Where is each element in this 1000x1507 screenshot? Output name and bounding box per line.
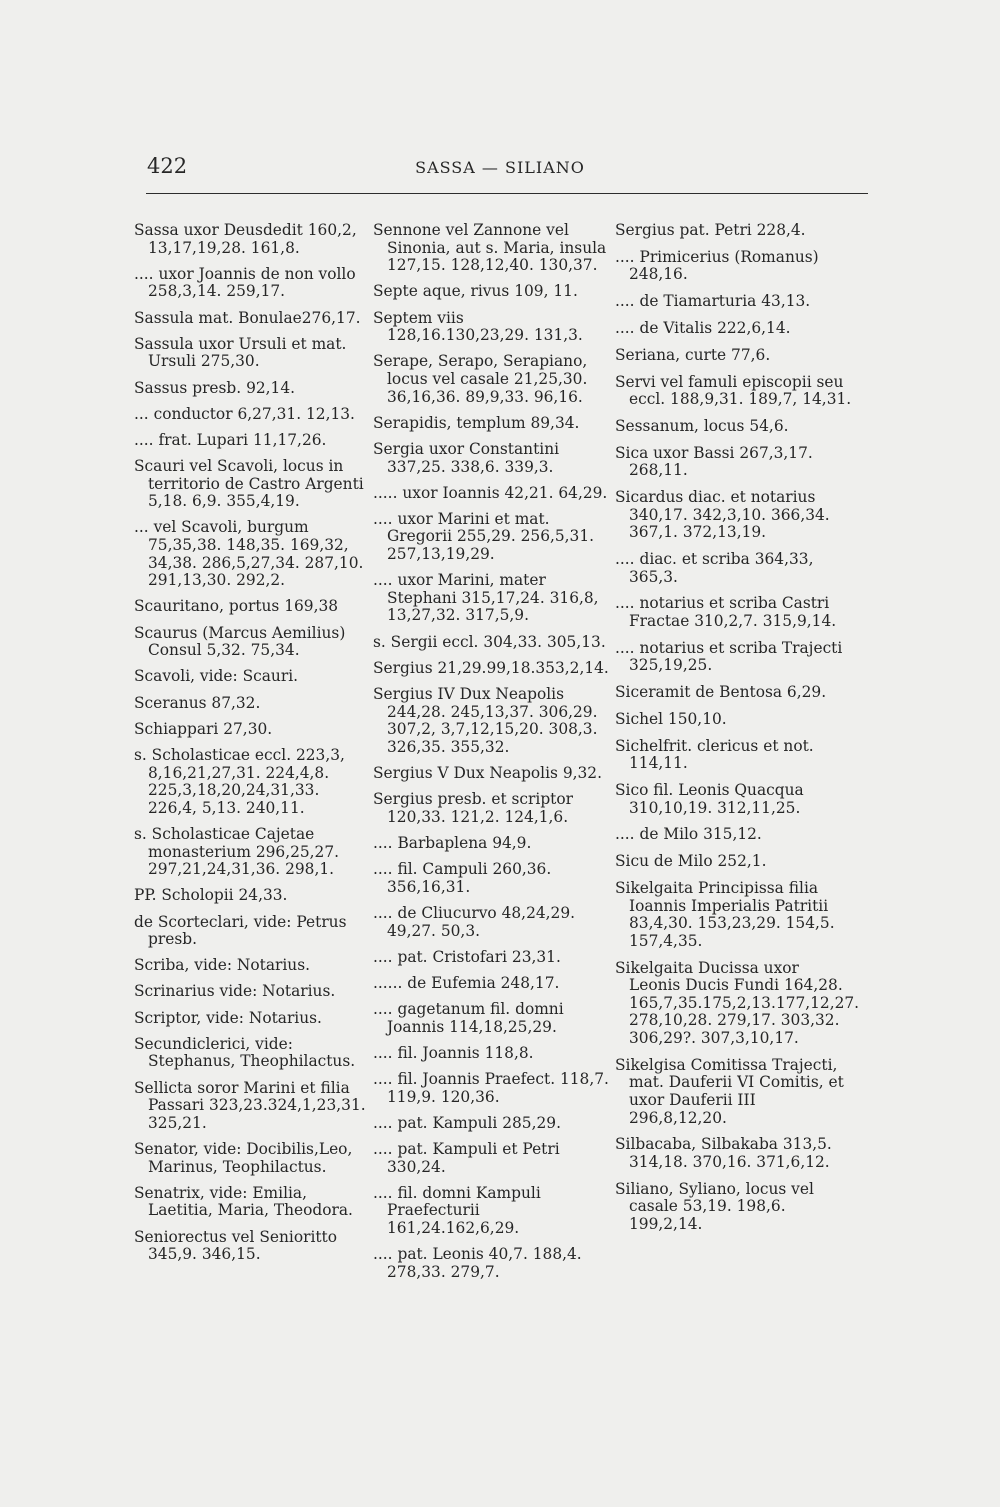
index-entry: Sicu de Milo 252,1.	[615, 852, 767, 871]
index-entry: Seriana, curte 77,6.	[615, 345, 771, 364]
index-entry: s. Scholasticae eccl. 223,3, 8,16,21,27,31. 224,4,8. 225,3,18,20,24,31,33. 226,4, 5,13. 240,11.	[134, 745, 345, 817]
index-entry: Serapidis, templum 89,34.	[373, 413, 580, 432]
index-entry: .... fil. Campuli 260,36. 356,16,31.	[373, 860, 552, 896]
index-entry: Sergius pat. Petri 228,4.	[615, 221, 806, 239]
index-entry: s. Scholasticae Cajetae monasterium 296,25,27. 297,21,24,31,36. 298,1.	[134, 824, 340, 879]
index-entry: .... fil. domni Kampuli Praefecturii 161,24.162,6,29.	[373, 1183, 541, 1237]
index-entry: Sassa uxor Deusdedit 160,2, 13,17,19,28. 161,8.	[134, 221, 357, 257]
index-entry: Scauritano, portus 169,38	[134, 597, 339, 616]
index-entry: Sceranus 87,32.	[134, 693, 261, 712]
index-entry: Septe aque, rivus 109, 11.	[373, 282, 578, 301]
index-entry: Siceramit de Bentosa 6,29.	[615, 683, 827, 702]
index-column-2	[373, 222, 610, 1290]
header-rule	[146, 193, 868, 194]
index-entry: Silbacaba, Silbakaba 313,5. 314,18. 370,16. 371,6,12.	[615, 1135, 832, 1171]
index-entry: ... vel Scavoli, burgum 75,35,38. 148,35. 169,32, 34,38. 286,5,27,34. 287,10. 291,13,30. 292,2.	[134, 518, 364, 590]
index-column-3	[615, 221, 860, 1243]
index-entry: Senatrix, vide: Emilia, Laetitia, Maria, Theodora.	[134, 1183, 353, 1220]
index-entry: Scriba, vide: Notarius.	[134, 956, 310, 975]
index-entry: Scrinarius vide: Notarius.	[134, 982, 336, 1001]
index-entry: .... uxor Marini et mat. Gregorii 255,29. 256,5,31. 257,13,19,29.	[373, 509, 595, 564]
index-entry: Sergius IV Dux Neapolis 244,28. 245,13,37. 306,29. 307,2, 3,7,12,15,20. 308,3. 326,35. 355,32.	[373, 685, 598, 756]
index-entry: PP. Scholopii 24,33.	[134, 886, 288, 905]
index-entry: Sichel 150,10.	[615, 709, 727, 728]
index-entry: Sennone vel Zannone vel Sinonia, aut s. Maria, insula 127,15. 128,12,40. 130,37.	[373, 221, 607, 275]
index-entry: ...... de Eufemia 248,17.	[373, 973, 560, 992]
index-entry: .... pat. Kampuli 285,29.	[373, 1113, 561, 1132]
index-entry: .... Barbaplena 94,9.	[373, 833, 532, 852]
index-entry: .... pat. Kampuli et Petri 330,24.	[373, 1140, 560, 1176]
index-column-1	[134, 222, 370, 1272]
index-entry: Servi vel famuli episcopii seu eccl. 188,9,31. 189,7, 14,31.	[615, 372, 852, 409]
index-entry: Sichelfrit. clericus et not. 114,11.	[615, 736, 814, 773]
index-entry: Scaurus (Marcus Aemilius) Consul 5,32. 75,34.	[134, 623, 346, 660]
index-entry: s. Sergii eccl. 304,33. 305,13.	[373, 632, 606, 651]
index-entry: .... pat. Leonis 40,7. 188,4. 278,33. 279,7.	[373, 1245, 582, 1281]
index-entry: Secundiclerici, vide: Stephanus, Theophilactus.	[134, 1034, 356, 1071]
index-entry: .... de Milo 315,12.	[615, 825, 762, 844]
index-entry: .... uxor Marini, mater Stephani 315,17,24. 316,8, 13,27,32. 317,5,9.	[373, 571, 599, 625]
index-entry: .... notarius et scriba Castri Fractae 310,2,7. 315,9,14.	[615, 594, 837, 630]
index-entry: Sergia uxor Constantini 337,25. 338,6. 339,3.	[373, 439, 560, 476]
index-entry: Seniorectus vel Senioritto 345,9. 346,15.	[134, 1227, 338, 1264]
index-entry: Scavoli, vide: Scauri.	[134, 667, 299, 686]
index-entry: Sikelgisa Comitissa Trajecti, mat. Dauferii VI Comitis, et uxor Dauferii III 296,8,12,20.	[615, 1055, 844, 1127]
index-entry: Sassula uxor Ursuli et mat. Ursuli 275,30.	[134, 334, 347, 371]
index-entry: .... de Vitalis 222,6,14.	[615, 318, 791, 337]
index-entry: Sessanum, locus 54,6.	[615, 416, 789, 435]
index-entry: .... pat. Cristofari 23,31.	[373, 947, 561, 966]
index-entry: Sikelgaita Principissa filia Ioannis Imperialis Patritii 83,4,30. 153,23,29. 154,5. 157,4,35.	[615, 879, 835, 950]
index-entry: Siliano, Syliano, locus vel casale 53,19. 198,6. 199,2,14.	[615, 1179, 814, 1233]
index-entry: Senator, vide: Docibilis,Leo, Marinus, Teophilactus.	[134, 1140, 353, 1176]
index-entry: Septem viis 128,16.130,23,29. 131,3.	[373, 308, 583, 345]
index-entry: Schiappari 27,30.	[134, 719, 273, 738]
index-entry: .... notarius et scriba Trajecti 325,19,25.	[615, 638, 843, 675]
index-entry: de Scorteclari, vide: Petrus presb.	[134, 912, 347, 949]
index-entry: Sergius 21,29.99,18.353,2,14.	[373, 658, 609, 677]
index-entry: .... diac. et scriba 364,33, 365,3.	[615, 550, 814, 586]
index-entry: .... frat. Lupari 11,17,26.	[134, 430, 327, 449]
index-entry: Sergius presb. et scriptor 120,33. 121,2. 124,1,6.	[373, 790, 573, 826]
index-entry: .... gagetanum fil. domni Joannis 114,18,25,29.	[373, 1000, 564, 1036]
index-entry: .... Primicerius (Romanus) 248,16.	[615, 247, 819, 284]
index-entry: Sikelgaita Ducissa uxor Leonis Ducis Fundi 164,28. 165,7,35.175,2,13.177,12,27. 278,10,28. 279,17. 303,32. 306,29?. 307,3,10,17.	[615, 958, 860, 1047]
index-entry: Scauri vel Scavoli, locus in territorio de Castro Argenti 5,18. 6,9. 355,4,19.	[134, 457, 364, 511]
index-entry: Scriptor, vide: Notarius.	[134, 1008, 322, 1027]
index-entry: Sica uxor Bassi 267,3,17. 268,11.	[615, 443, 813, 480]
index-entry: Serape, Serapo, Serapiano, locus vel casale 21,25,30. 36,16,36. 89,9,33. 96,16.	[373, 352, 588, 406]
index-entry: Sassus presb. 92,14.	[134, 378, 296, 397]
index-entry: .... de Cliucurvo 48,24,29. 49,27. 50,3.	[373, 903, 576, 940]
index-entry: Sellicta soror Marini et filia Passari 323,23.324,1,23,31. 325,21.	[134, 1078, 366, 1132]
index-entry: ..... uxor Ioannis 42,21. 64,29.	[373, 483, 608, 502]
index-entry: .... uxor Joannis de non vollo 258,3,14. 259,17.	[134, 264, 356, 301]
index-entry: Sico fil. Leonis Quacqua 310,10,19. 312,11,25.	[615, 781, 804, 817]
index-entry: .... fil. Joannis Praefect. 118,7. 119,9. 120,36.	[373, 1070, 609, 1106]
index-entry: .... de Tiamarturia 43,13.	[615, 292, 811, 311]
index-entry: Sergius V Dux Neapolis 9,32.	[373, 763, 602, 782]
index-entry: .... fil. Joannis 118,8.	[373, 1043, 534, 1062]
page-number: 422	[147, 154, 188, 178]
index-entry: Sassula mat. Bonulae276,17.	[134, 308, 361, 327]
running-head: SASSA — SILIANO	[415, 158, 585, 177]
index-entry: Sicardus diac. et notarius 340,17. 342,3,10. 366,34. 367,1. 372,13,19.	[615, 488, 830, 542]
index-entry: ... conductor 6,27,31. 12,13.	[134, 404, 355, 423]
